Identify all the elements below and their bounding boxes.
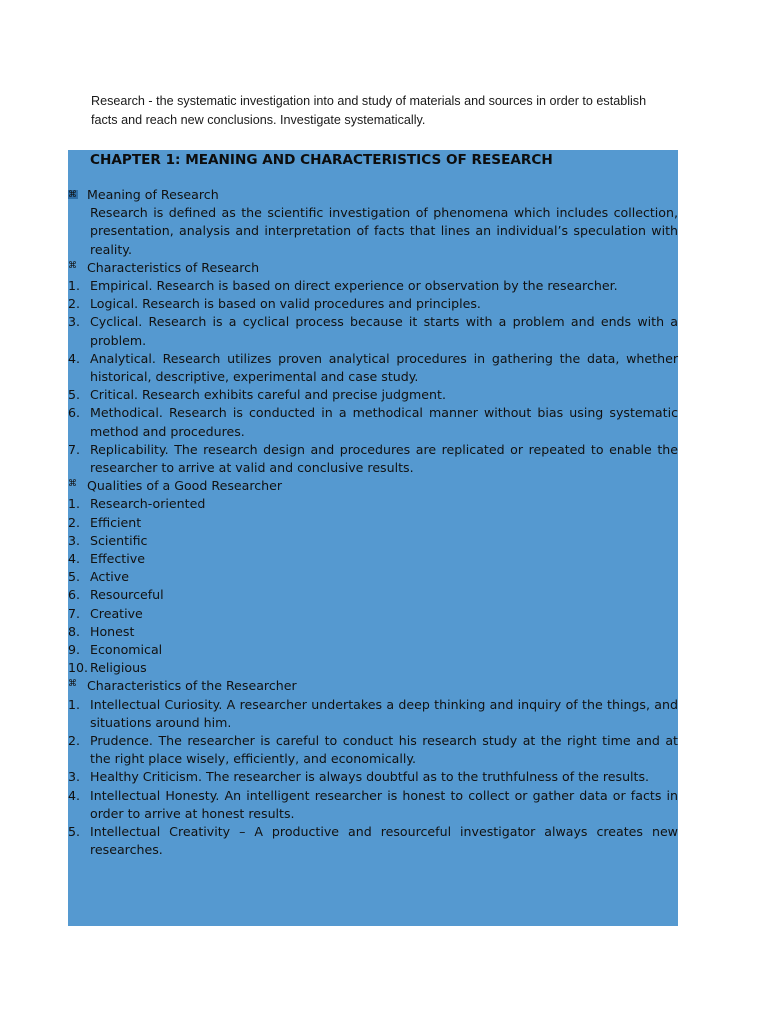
list-item-number: 3.: [68, 769, 81, 785]
list-item: [68, 514, 678, 532]
list-item-number: 5.: [68, 569, 81, 585]
list-item-number: 7.: [68, 605, 81, 621]
list-item: [68, 295, 678, 313]
list-item-number: 2.: [68, 733, 81, 749]
section-heading-label: Characteristics of Research: [87, 259, 260, 275]
list-item-text: Intellectual Honesty. An intelligent researcher is honest to collect or gather data or facts in order to arrive at honest results.: [90, 787, 678, 821]
list-item-text: Intellectual Curiosity. A researcher undertakes a deep thinking and inquiry of the things, and situations around him.: [90, 696, 678, 730]
list-item-number: 5.: [68, 387, 81, 403]
list-item: [68, 768, 678, 786]
chapter-content: [68, 150, 678, 859]
list-item-number: 6.: [68, 587, 81, 603]
section-heading-label: Meaning of Research: [87, 187, 219, 202]
list-item-number: 10.: [68, 660, 89, 676]
list-item-text: Intellectual Creativity – A productive and resourceful investigator always creates new researches.: [90, 824, 678, 858]
bullet-icon: ⌘: [68, 260, 77, 271]
bullet-icon: ⌘: [68, 479, 77, 490]
list-item-text: Analytical. Research utilizes proven analytical procedures in gathering the data, whether historical, descriptive, experimental and case study.: [90, 350, 678, 384]
list-item: [68, 386, 678, 404]
list-item-text: Honest: [90, 623, 135, 639]
list-item: [68, 495, 678, 513]
list-item: [68, 787, 678, 823]
list-item: [68, 732, 678, 768]
list-item: [68, 641, 678, 659]
researcher-characteristics-list: [68, 696, 678, 860]
list-item-number: 3.: [68, 532, 81, 548]
bullet-icon: ⌘: [68, 679, 77, 690]
section-heading-label: Qualities of a Good Researcher: [87, 478, 283, 494]
list-item: [68, 404, 678, 440]
list-item: [68, 823, 678, 859]
list-item-number: 2.: [68, 514, 81, 530]
section-heading-researcher: [68, 677, 678, 695]
list-item-number: 5.: [68, 824, 81, 840]
list-item-number: 4.: [68, 551, 81, 567]
section-heading-label: Characteristics of the Researcher: [87, 678, 297, 694]
section-heading-qualities: [68, 477, 678, 495]
list-item: [68, 623, 678, 641]
list-item-text: Healthy Criticism. The researcher is always doubtful as to the truthfulness of the results.: [90, 769, 650, 785]
list-item-text: Critical. Research exhibits careful and precise judgment.: [90, 387, 446, 403]
list-item: [68, 350, 678, 386]
list-item-number: 1.: [68, 696, 81, 712]
list-item-number: 7.: [68, 441, 81, 457]
list-item: [68, 277, 678, 295]
list-item-text: Prudence. The researcher is careful to conduct his research study at the right time and at the right place wisely, efficiently, and economically.: [90, 733, 678, 767]
characteristics-list: [68, 277, 678, 477]
list-item-number: 1.: [68, 277, 81, 293]
section-heading-meaning: [68, 186, 678, 204]
section-heading-characteristics: [68, 259, 678, 277]
list-item: [68, 441, 678, 477]
list-item-text: Effective: [90, 551, 145, 567]
list-item-text: Creative: [90, 605, 143, 621]
list-item: [68, 696, 678, 732]
list-item-text: Methodical. Research is conducted in a methodical manner without bias using systematic method and procedures.: [90, 405, 678, 439]
list-item-text: Empirical. Research is based on direct experience or observation by the researcher.: [90, 277, 618, 293]
meaning-paragraph: Research is defined as the scientific investigation of phenomena which includes collection, presentation, analysis and interpretation of facts that lines an individual’s speculation with reality.: [90, 205, 678, 257]
list-item-number: 3.: [68, 314, 81, 330]
list-item-number: 6.: [68, 405, 81, 421]
list-item-text: Efficient: [90, 514, 142, 530]
list-item: [68, 532, 678, 550]
list-item-text: Logical. Research is based on valid procedures and principles.: [90, 296, 481, 312]
list-item: [68, 550, 678, 568]
list-item: [68, 586, 678, 604]
list-item-text: Research-oriented: [90, 496, 206, 512]
list-item-number: 4.: [68, 787, 81, 803]
list-item-text: Economical: [90, 642, 163, 658]
list-item-text: Active: [90, 569, 129, 585]
list-item-number: 8.: [68, 623, 81, 639]
list-item-text: Scientific: [90, 532, 148, 548]
list-item-number: 4.: [68, 350, 81, 366]
list-item-number: 2.: [68, 296, 81, 312]
list-item-text: Religious: [90, 660, 147, 676]
chapter-title: CHAPTER 1: MEANING AND CHARACTERISTICS OF RESEARCH: [90, 152, 553, 168]
list-item-number: 9.: [68, 642, 81, 658]
list-item-text: Resourceful: [90, 587, 164, 603]
list-item-text: Cyclical. Research is a cyclical process because it starts with a problem and ends with a problem.: [90, 314, 678, 348]
list-item: [68, 659, 678, 677]
bullet-icon: ⌘: [68, 190, 77, 200]
list-item: [68, 568, 678, 586]
list-item: [68, 313, 678, 349]
qualities-list: [68, 495, 678, 677]
list-item-text: Replicability. The research design and procedures are replicated or repeated to enable the researcher to arrive at valid and conclusive results.: [90, 441, 678, 476]
list-item: [68, 605, 678, 623]
intro-definition: Research - the systematic investigation into and study of materials and sources in order to establish facts and reach new conclusions. Investigate systematically.: [91, 94, 647, 127]
list-item-number: 1.: [68, 496, 81, 512]
